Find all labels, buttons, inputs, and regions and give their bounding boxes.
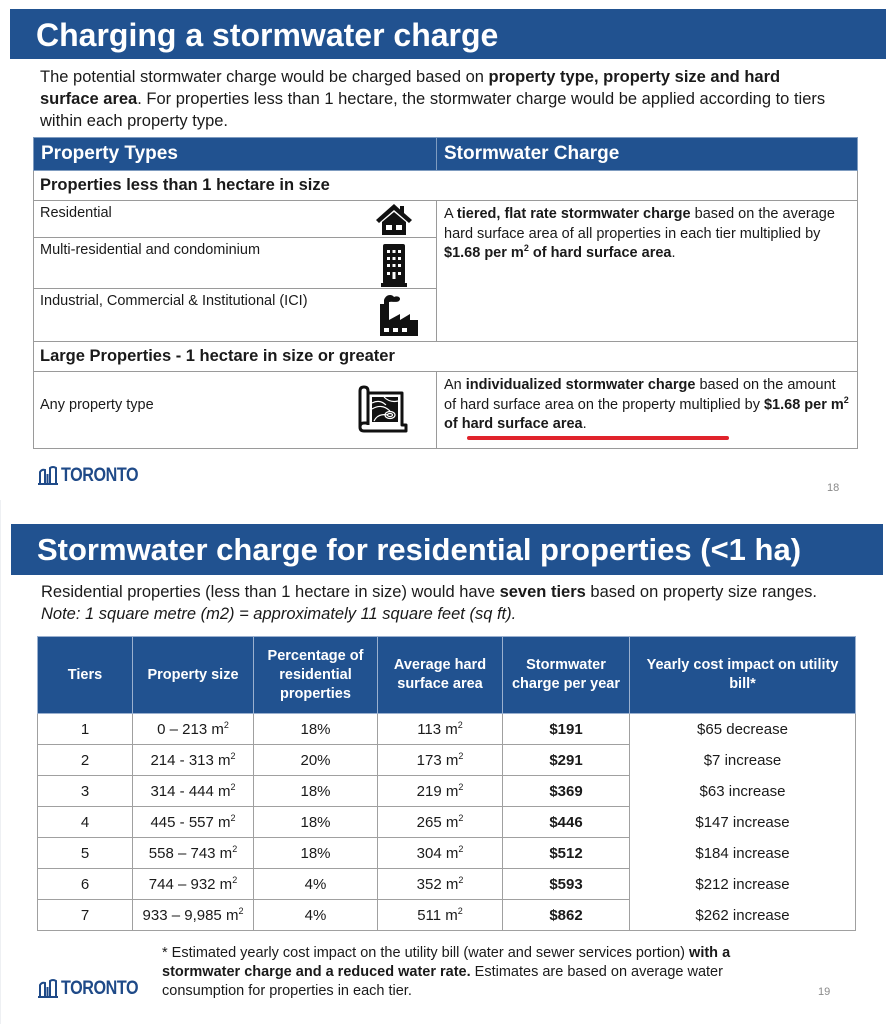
tier-cell	[38, 869, 133, 900]
percentage-cell-value: 18%	[300, 844, 331, 862]
superscript: 2	[843, 394, 849, 405]
superscript: 2	[523, 243, 529, 253]
tier-cell-value: 5	[80, 844, 90, 862]
table-row	[38, 745, 856, 776]
property-type-multi-residential	[34, 238, 437, 289]
percentage-cell	[254, 900, 378, 931]
footnote-bold: with a stormwater charge and a reduced water rate.	[162, 945, 731, 980]
header-yearly-cost-impact: Yearly cost impact on utility bill*	[630, 637, 856, 714]
header-percentage: Percentage of residential properties	[254, 637, 378, 714]
desc-text: An	[444, 377, 466, 393]
property-size-cell-value: 933 – 9,985 m	[142, 906, 239, 924]
tier-cell-value: 3	[80, 782, 90, 800]
cost-impact-cell-value: $65 decrease	[697, 720, 788, 738]
superscript: 2	[232, 843, 238, 854]
rate-value: $1.68 per m	[763, 396, 844, 413]
property-type-label: Any property type	[40, 397, 154, 413]
cost-impact-cell-value: $212 increase	[695, 875, 790, 893]
tier-cell	[38, 776, 133, 807]
table-header-row	[38, 637, 856, 714]
percentage-cell-value: 18%	[300, 720, 331, 738]
superscript: 2	[223, 719, 229, 730]
average-area-cell-value: 304 m	[416, 844, 459, 862]
slide-title: Stormwater charge for residential properties (<1 ha)	[11, 524, 883, 575]
toronto-logo	[38, 978, 152, 998]
property-size-cell	[133, 807, 254, 838]
section-row	[34, 171, 858, 201]
desc-text: based on the average hard surface area of all properties in each tier multiplied by	[444, 206, 835, 242]
desc-text: .	[582, 416, 587, 432]
property-size-cell-value: 558 – 743 m	[148, 844, 233, 862]
property-type-label: Residential	[40, 205, 112, 221]
desc-text: .	[671, 245, 676, 261]
property-size-cell	[133, 745, 254, 776]
superscript: 2	[230, 750, 236, 761]
superscript: 2	[457, 719, 463, 730]
tier-cell-value: 1	[80, 720, 90, 738]
property-type-any	[34, 372, 437, 449]
intro-text: . For properties less than 1 hectare, the stormwater charge would be applied according to tiers within each property type.	[40, 90, 826, 130]
logo-wordmark: TORONTO	[61, 978, 139, 999]
page-number: 18	[827, 482, 840, 494]
intro-text: Residential properties (less than 1 hectare in size) would have	[41, 583, 500, 601]
percentage-cell-value: 4%	[304, 906, 327, 924]
superscript: 2	[458, 781, 464, 792]
average-area-cell	[378, 807, 503, 838]
table-row	[34, 201, 858, 238]
superscript: 2	[232, 874, 238, 885]
cost-impact-cell-value: $7 increase	[703, 751, 782, 769]
table-body	[38, 714, 856, 931]
city-hall-icon	[38, 978, 58, 998]
property-size-cell-value: 0 – 213 m	[157, 720, 224, 738]
tier-cell	[38, 900, 133, 931]
header-stormwater-charge: Stormwater charge per year	[503, 637, 630, 714]
cost-impact-cell-value: $184 increase	[695, 844, 790, 862]
property-size-cell-value: 744 – 932 m	[148, 875, 233, 893]
intro-note: Note: 1 square metre (m2) = approximately 11 square feet (sq ft).	[41, 605, 517, 623]
footnote-text: * Estimated yearly cost impact on the utility bill (water and sewer services portion)	[162, 945, 690, 961]
tier-cell-value: 2	[80, 751, 90, 769]
apartment-building-icon	[379, 242, 409, 292]
section-row	[34, 342, 858, 372]
percentage-cell-value: 20%	[300, 751, 331, 769]
property-size-cell-value: 314 - 444 m	[150, 782, 231, 800]
stormwater-charge-cell	[503, 714, 630, 745]
average-area-cell-value: 219 m	[416, 782, 459, 800]
footnote	[162, 944, 802, 1001]
rate-value: $1.68 per m	[444, 245, 524, 261]
table-row	[34, 372, 858, 449]
stormwater-charge-cell-value: $291	[549, 751, 583, 769]
average-area-cell	[378, 900, 503, 931]
stormwater-charge-cell	[503, 776, 630, 807]
percentage-cell	[254, 838, 378, 869]
property-type-label: Industrial, Commercial & Institutional (ICI)	[40, 293, 308, 309]
tier-cell	[38, 807, 133, 838]
desc-text: A	[444, 206, 457, 222]
average-area-cell	[378, 714, 503, 745]
superscript: 2	[238, 905, 244, 916]
header-property-size: Property size	[133, 637, 254, 714]
stormwater-charge-cell-value: $369	[549, 782, 583, 800]
rate-text	[444, 245, 671, 261]
cost-impact-cell-value: $63 increase	[699, 782, 786, 800]
superscript: 2	[230, 781, 236, 792]
property-size-cell-value: 445 - 557 m	[150, 813, 231, 831]
factory-icon	[376, 292, 422, 342]
tier-cell-value: 4	[80, 813, 90, 831]
city-hall-icon	[38, 465, 58, 485]
table-row	[38, 714, 856, 745]
stormwater-charge-cell	[503, 807, 630, 838]
cost-impact-cell-value: $147 increase	[695, 813, 790, 831]
slide-intro	[41, 581, 841, 625]
stormwater-charge-cell	[503, 838, 630, 869]
desc-bold: individualized stormwater charge	[465, 377, 696, 393]
stormwater-charge-cell	[503, 869, 630, 900]
table-row	[38, 838, 856, 869]
property-type-label: Multi-residential and condominium	[40, 242, 261, 258]
slide-title: Charging a stormwater charge	[10, 9, 886, 59]
site-plan-map-icon	[354, 385, 410, 437]
cost-impact-cell-value: $262 increase	[695, 906, 790, 924]
cost-impact-cell	[630, 807, 856, 838]
table-row	[38, 869, 856, 900]
superscript: 2	[230, 812, 236, 823]
residential-tiers-table	[37, 636, 856, 931]
red-highlight-underline	[467, 436, 729, 440]
footnote-text: Estimates are based on average water consumption for properties in each tier.	[162, 964, 723, 999]
tier-cell	[38, 838, 133, 869]
stormwater-charge-cell	[503, 900, 630, 931]
rate-unit: of hard surface area	[528, 245, 672, 261]
superscript: 2	[458, 750, 464, 761]
property-size-cell	[133, 714, 254, 745]
percentage-cell-value: 18%	[300, 782, 331, 800]
superscript: 2	[458, 874, 464, 885]
property-types-table	[33, 137, 858, 449]
average-area-cell	[378, 869, 503, 900]
tier-cell-value: 6	[80, 875, 90, 893]
average-area-cell	[378, 776, 503, 807]
header-tiers: Tiers	[38, 637, 133, 714]
superscript: 2	[458, 812, 464, 823]
stormwater-charge-cell-value: $862	[549, 906, 583, 924]
slide-intro	[40, 66, 840, 132]
cost-impact-cell	[630, 838, 856, 869]
desc-bold: tiered, flat rate stormwater charge	[456, 206, 691, 222]
desc-text: based on the amount of hard surface area on the property multiplied by	[444, 377, 836, 413]
percentage-cell	[254, 714, 378, 745]
stormwater-charge-cell-value: $593	[549, 875, 583, 893]
percentage-cell	[254, 807, 378, 838]
property-size-cell	[133, 900, 254, 931]
average-area-cell-value: 173 m	[416, 751, 459, 769]
table-row	[38, 807, 856, 838]
cost-impact-cell	[630, 900, 856, 931]
property-size-cell	[133, 869, 254, 900]
cost-impact-cell	[630, 776, 856, 807]
percentage-cell-value: 4%	[304, 875, 327, 893]
intro-bold: property type, property size and hard surface area	[40, 68, 781, 108]
stormwater-charge-cell-value: $446	[549, 813, 583, 831]
average-area-cell-value: 511 m	[417, 906, 458, 924]
page-number: 19	[818, 986, 831, 998]
cost-impact-cell	[630, 714, 856, 745]
toronto-logo	[38, 465, 152, 485]
section-small-properties: Properties less than 1 hectare in size	[34, 171, 858, 201]
percentage-cell	[254, 869, 378, 900]
section-large-properties: Large Properties - 1 hectare in size or greater	[34, 342, 858, 372]
header-stormwater-charge: Stormwater Charge	[437, 138, 858, 171]
header-average-hard-surface: Average hard surface area	[378, 637, 503, 714]
table-header-row	[34, 138, 858, 171]
tier-cell-value: 7	[80, 906, 90, 924]
intro-text: based on property size ranges.	[585, 583, 817, 601]
percentage-cell-value: 18%	[300, 813, 331, 831]
table-row	[38, 900, 856, 931]
stormwater-charge-cell-value: $512	[549, 844, 583, 862]
table-row	[38, 776, 856, 807]
rate-unit: of hard surface area	[444, 416, 583, 432]
percentage-cell	[254, 745, 378, 776]
average-area-cell	[378, 838, 503, 869]
cost-impact-cell	[630, 745, 856, 776]
stormwater-charge-cell	[503, 745, 630, 776]
average-area-cell-value: 113 m	[417, 720, 458, 738]
property-size-cell	[133, 776, 254, 807]
tier-cell	[38, 745, 133, 776]
intro-bold: seven tiers	[499, 583, 586, 601]
property-type-residential	[34, 201, 437, 238]
average-area-cell-value: 265 m	[416, 813, 459, 831]
small-properties-charge-description	[437, 201, 858, 342]
cost-impact-cell	[630, 869, 856, 900]
tier-cell	[38, 714, 133, 745]
property-size-cell	[133, 838, 254, 869]
stormwater-charge-cell-value: $191	[549, 720, 583, 738]
house-icon	[374, 202, 414, 240]
property-type-ici	[34, 289, 437, 342]
logo-wordmark: TORONTO	[61, 465, 139, 486]
header-property-types: Property Types	[34, 138, 437, 171]
average-area-cell-value: 352 m	[416, 875, 459, 893]
superscript: 2	[457, 905, 463, 916]
percentage-cell	[254, 776, 378, 807]
average-area-cell	[378, 745, 503, 776]
property-size-cell-value: 214 - 313 m	[150, 751, 231, 769]
intro-text: The potential stormwater charge would be charged based on	[40, 68, 489, 86]
superscript: 2	[458, 843, 464, 854]
